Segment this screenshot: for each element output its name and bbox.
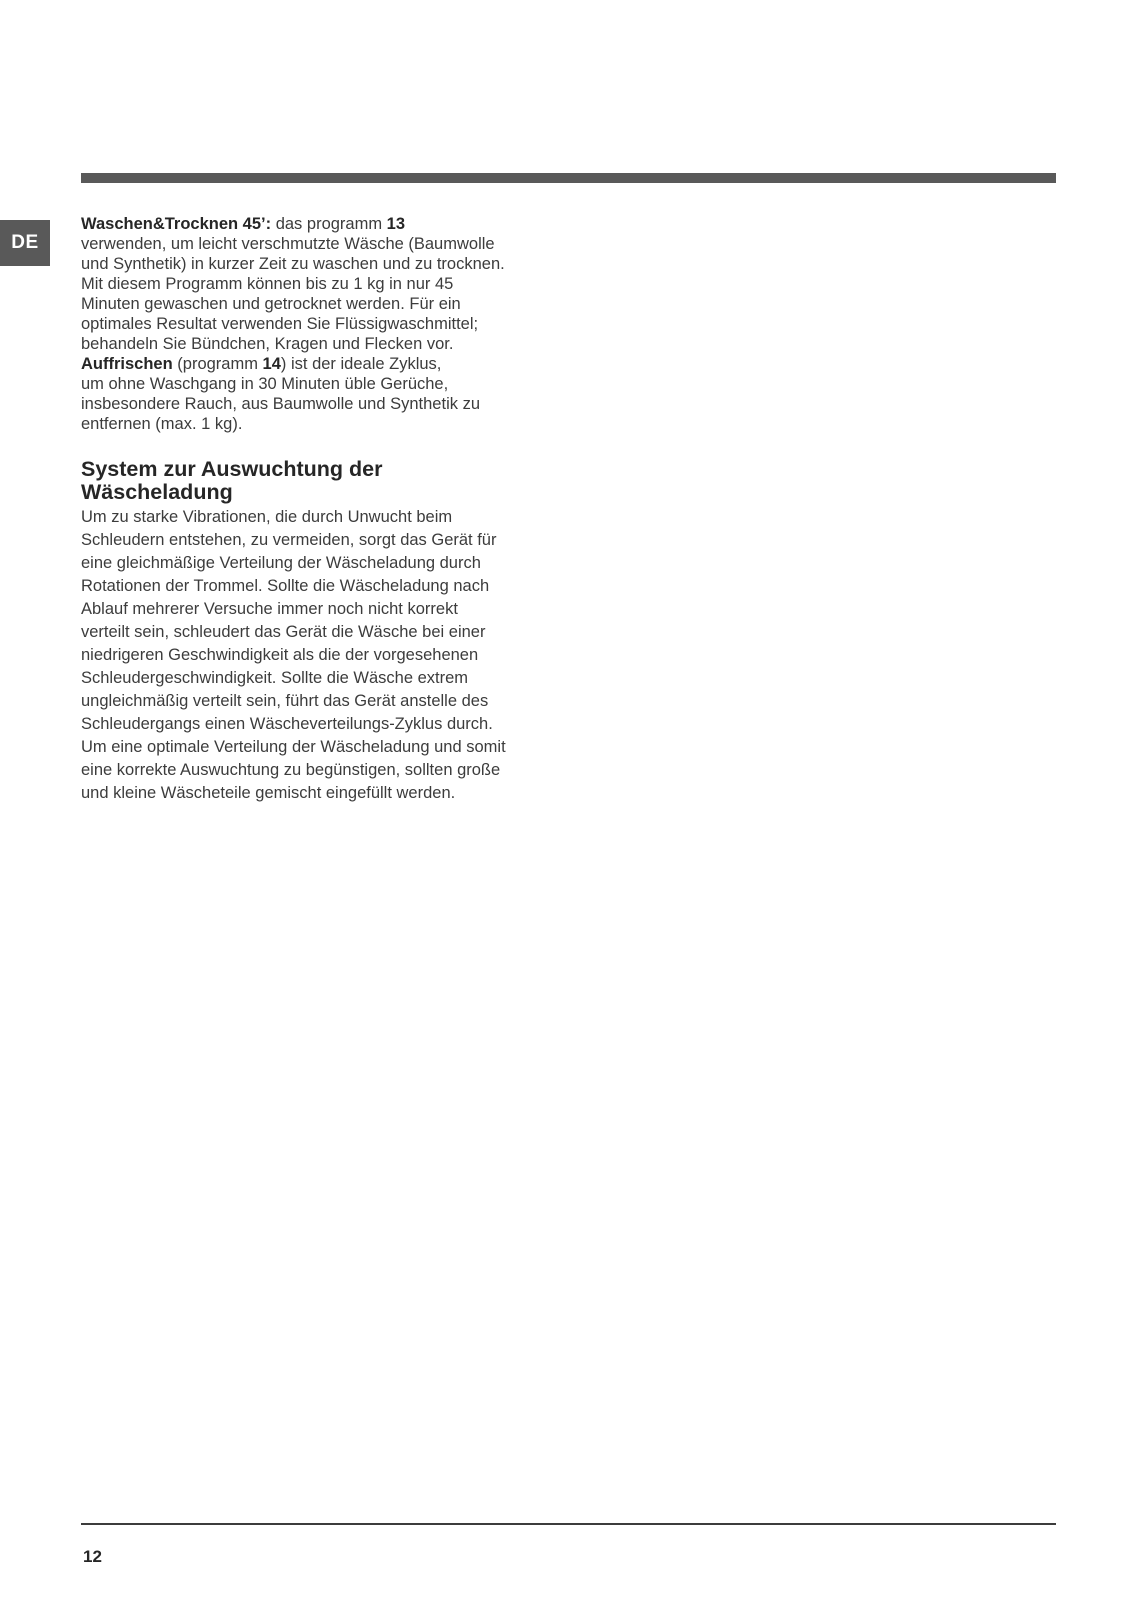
section-body-line: Um eine optimale Verteilung der Wäscheladung und somit: [81, 738, 506, 756]
paragraph-1-line: Mit diesem Programm können bis zu 1 kg in nur 45: [81, 275, 454, 293]
paragraph-1-intro: das programm: [271, 215, 387, 233]
language-tab: DE: [0, 220, 50, 266]
section-body-line: Um zu starke Vibrationen, die durch Unwucht beim: [81, 508, 453, 526]
section-body: [81, 506, 551, 805]
paragraph-1-line: optimales Resultat verwenden Sie Flüssigwaschmittel;: [81, 315, 479, 333]
paragraph-1-line: verwenden, um leicht verschmutzte Wäsche (Baumwolle: [81, 235, 495, 253]
paragraph-1-line: behandeln Sie Bündchen, Kragen und Flecken vor.: [81, 335, 454, 353]
term-auffrischen: Auffrischen: [81, 355, 173, 373]
section-body-line: ungleichmäßig verteilt sein, führt das Gerät anstelle des: [81, 692, 489, 710]
paragraph-2-intro: (programm: [172, 355, 263, 373]
section-body-line: Schleudergangs einen Wäscheverteilungs-Zyklus durch.: [81, 715, 493, 733]
section-heading: [81, 458, 551, 504]
section-body-line: niedrigeren Geschwindigkeit als die der vorgesehenen: [81, 646, 479, 664]
paragraph-2-line: insbesondere Rauch, aus Baumwolle und Synthetik zu: [81, 395, 480, 413]
term-waschen-trocknen: Waschen&Trocknen 45’:: [81, 215, 272, 233]
section-body-line: Schleudergeschwindigkeit. Sollte die Wäsche extrem: [81, 669, 469, 687]
paragraph-2-line: um ohne Waschgang in 30 Minuten üble Gerüche,: [81, 375, 449, 393]
section-heading-line: Wäscheladung: [81, 480, 233, 504]
section-heading-line: System zur Auswuchtung der: [81, 457, 383, 481]
section-body-line: verteilt sein, schleudert das Gerät die Wäsche bei einer: [81, 623, 486, 641]
paragraph-1-line: und Synthetik) in kurzer Zeit zu waschen und zu trocknen.: [81, 255, 505, 273]
page-number: 12: [83, 1547, 102, 1566]
main-column: [81, 214, 551, 805]
section-body-line: eine korrekte Auswuchtung zu begünstigen, sollten große: [81, 761, 501, 779]
paragraph-1-line: Minuten gewaschen und getrocknet werden. Für ein: [81, 295, 461, 313]
top-divider: [81, 173, 1056, 183]
paragraph-2-intro-end: ) ist der ideale Zyklus,: [280, 355, 442, 373]
section-body-line: Schleudern entstehen, zu vermeiden, sorgt das Gerät für: [81, 531, 497, 549]
section-body-line: Ablauf mehrerer Versuche immer noch nicht korrekt: [81, 600, 458, 618]
bottom-divider: [81, 1523, 1056, 1525]
program-number-13: 13: [386, 215, 406, 233]
paragraph-2-line: entfernen (max. 1 kg).: [81, 415, 243, 433]
program-number-14: 14: [262, 355, 281, 373]
paragraph-waschen-trocknen: [81, 214, 551, 434]
section-body-line: Rotationen der Trommel. Sollte die Wäscheladung nach: [81, 577, 490, 595]
section-body-line: eine gleichmäßige Verteilung der Wäscheladung durch: [81, 554, 481, 572]
section-body-line: und kleine Wäscheteile gemischt eingefüllt werden.: [81, 784, 456, 802]
